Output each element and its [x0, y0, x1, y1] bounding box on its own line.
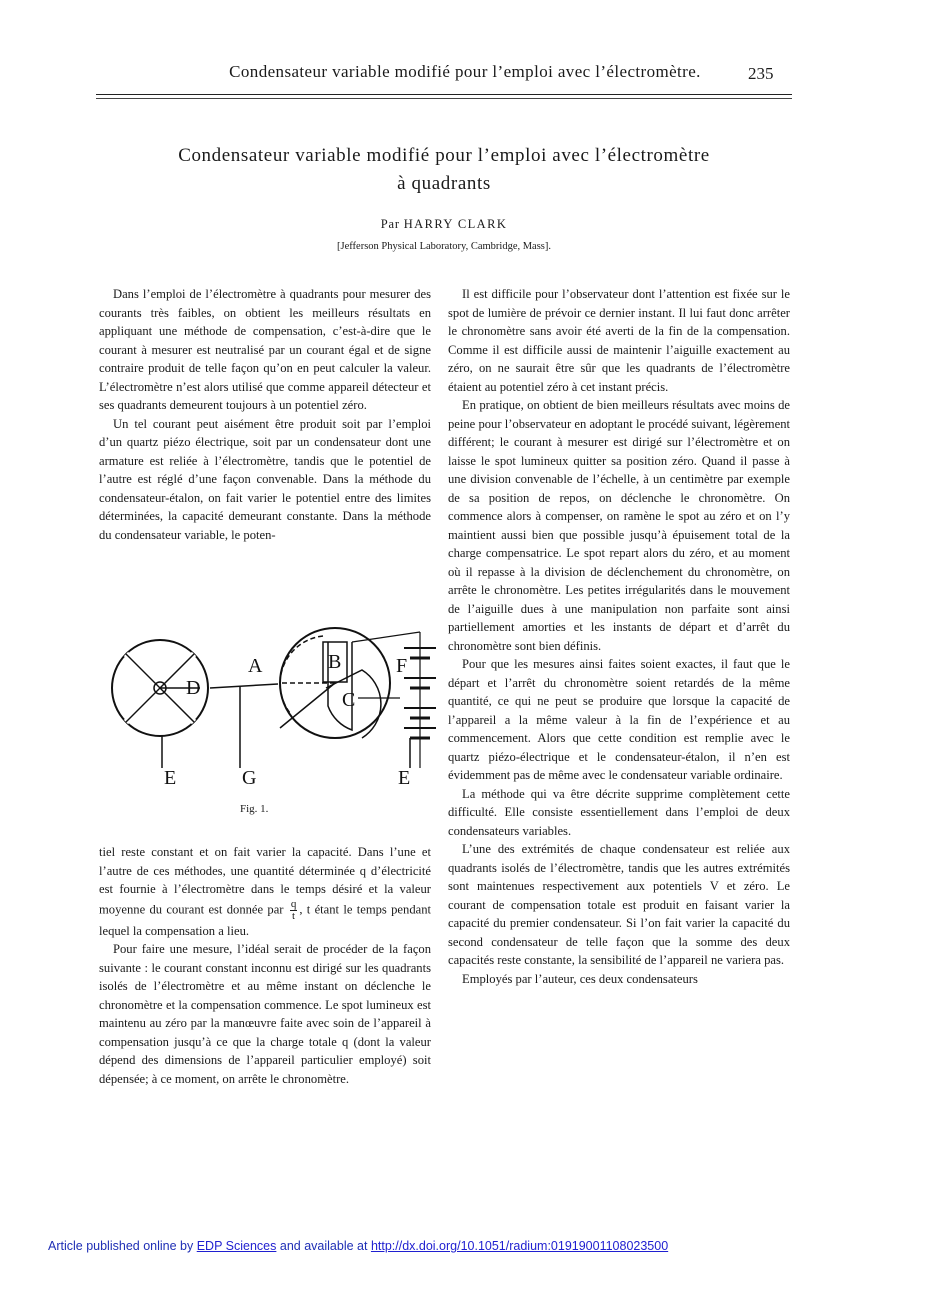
label-A: A	[248, 655, 263, 677]
left-column-bottom	[99, 843, 431, 1088]
paragraph: Un tel courant peut aisément être produit soit par l’emploi d’un quartz piézo électrique, soit par un condensateur dont une armature est reliée à l’électromètre, tandis que le potentiel de l’autre est réglé d’une façon convenable. Dans la méthode du condensateur-étalon, on fait varier le potentiel entre des limites déterminées, la capacité demeurant constante. Dans la méthode du condensateur variable, le poten-	[99, 416, 431, 542]
paragraph: En pratique, on obtient de bien meilleurs résultats avec moins de peine pour l’observateur en adoptant le procédé suivant, légèrement différent; le courant à mesurer est dirigé sur l’électromètre et on laisse le spot lumineux quitter sa position zéro. Quand il passe à une division convenable de l’échelle, à un centimètre par exemple de sa position de repos, on déclenche le chronomètre. On commence alors à compenser, on ramène le spot au zéro et on l’y maintient aussi bien que possible jusqu’à épuisement total de la charge compensatrice. Le spot repart alors du zéro, et au moment où il repasse à la division de déclenchement du chronomètre, on arrête le chronomètre. Les petites irrégularités dans le mouvement de l’aiguille dues à une manipulation non parfaite sont ainsi partiellement amorties et les instants de départ et d’arrêt du chronomètre sont bien définis.	[448, 398, 790, 653]
figure-1-diagram	[100, 618, 440, 798]
article-title-line1: Condensateur variable modifié pour l’emploi avec l’électromètre	[178, 145, 710, 166]
left-column-top	[99, 285, 431, 544]
label-C: C	[342, 689, 356, 711]
label-D: D	[186, 677, 201, 699]
article-title-line2: à quadrants	[397, 173, 491, 194]
paragraph-text: tiel reste constant et on fait varier la capacité. Dans l’une et l’autre de ces méthodes, une quantité déterminée q d’électricité est fournie à l’électromètre dans le temps désiré et la valeur moyenne du courant est donnée par	[99, 845, 431, 916]
article-title	[96, 142, 792, 198]
paragraph: Pour que les mesures ainsi faites soient exactes, il faut que le départ et l’arrêt du chronomètre soient retardés de la même quantité, ce qui ne peut se produire que lorsque la capacité de l’appareil a la même valeur à la fin de l’expérience et au commencement. Alors que cette condition est remplie avec le quartz piézo-électrique et le condensateur-étalon, il n’en est évidemment pas de même avec le condensateur variable ordinaire.	[448, 657, 790, 782]
author-affiliation: [Jefferson Physical Laboratory, Cambridge, Mass].	[336, 241, 552, 252]
paragraph: Dans l’emploi de l’électromètre à quadrants pour mesurer des courants très faibles, on obtient les meilleurs résultats en appliquant une méthode de compensation, c’est-à-dire que le courant à mesurer est neutralisé par un courant égal et de signe contraire produit de telle façon qu’on en peut calculer la valeur. L’électromètre n’est alors utilisé que comme appareil détecteur et ses quadrants demeurent toujours à un potentiel zéro.	[99, 287, 431, 412]
header-rule-double	[96, 98, 792, 99]
footer-prefix: Article published online by	[48, 1239, 194, 1253]
label-E-right: E	[398, 767, 411, 789]
right-column	[448, 285, 790, 988]
paragraph: Pour faire une mesure, l’idéal serait de procéder de la façon suivante : le courant constant inconnu est dirigé sur les quadrants isolés de l’électromètre et au même instant on déclenche le chronomètre et la compensation commence. Le spot lumineux est maintenu au zéro par la manœuvre faite avec soin de l’appareil à compensation jusqu’à ce que la charge totale q (dont la valeur dépend des dimensions de l’appareil particulier employé) soit dépensée; à ce moment, on arrête le chronomètre.	[99, 942, 431, 1086]
label-F: F	[396, 655, 408, 677]
figure-caption: Fig. 1.	[240, 803, 269, 815]
footer-middle: and available at	[279, 1239, 368, 1253]
fraction-numerator: q	[290, 897, 297, 910]
paragraph: Employés par l’auteur, ces deux condensateurs	[462, 971, 698, 986]
publisher-link[interactable]: EDP Sciences	[196, 1239, 277, 1253]
paragraph-text: , t étant le temps pendant lequel la compensation a lieu.	[99, 901, 432, 938]
paragraph: La méthode qui va être décrite supprime complètement cette difficulté. Elle consiste essentiellement dans l’emploi de deux condensateurs variables.	[448, 786, 790, 838]
page-number: 235	[748, 64, 774, 83]
publication-footer	[48, 1239, 668, 1253]
fraction-q-over-t	[290, 899, 298, 922]
header-rule	[96, 94, 792, 95]
label-B: B	[328, 651, 342, 673]
circuit-diagram	[100, 618, 440, 798]
author-line	[96, 217, 792, 232]
author-name: HARRY CLARK	[403, 217, 508, 231]
running-title: Condensateur variable modifié pour l’emploi avec l’électromètre.	[229, 62, 701, 81]
running-header	[0, 62, 930, 82]
paragraph: L’une des extrémités de chaque condensateur est reliée aux quadrants isolés de l’électromètre, tandis que les autres extrémités sont maintenues respectivement aux potentiels V et zéro. Le courant de compensation totale est produit en faisant varier la capacité du premier condensateur. Si l’on fait varier la capacité du second condensateur de telle façon que la somme des deux capacités reste constante, la sensibilité de l’appareil ne variera pas.	[448, 842, 790, 967]
author-prefix: Par	[380, 217, 400, 231]
label-E-left: E	[164, 767, 177, 789]
doi-link[interactable]: http://dx.doi.org/10.1051/radium:01919001108023500	[370, 1239, 669, 1253]
paragraph: Il est difficile pour l’observateur dont l’attention est fixée sur le spot de lumière de prévoir ce dernier instant. Il lui faut donc arrêter le chronomètre sans avoir été averti de la fin de la compensation. Comme il est difficile aussi de maintenir l’aiguille exactement au zéro, on ne saurait être sûr que les quadrants de l’électromètre étaient au potentiel zéro à cet instant précis.	[448, 287, 790, 394]
label-G: G	[242, 767, 257, 789]
paragraph	[99, 843, 431, 940]
fraction-denominator: t	[292, 909, 296, 922]
